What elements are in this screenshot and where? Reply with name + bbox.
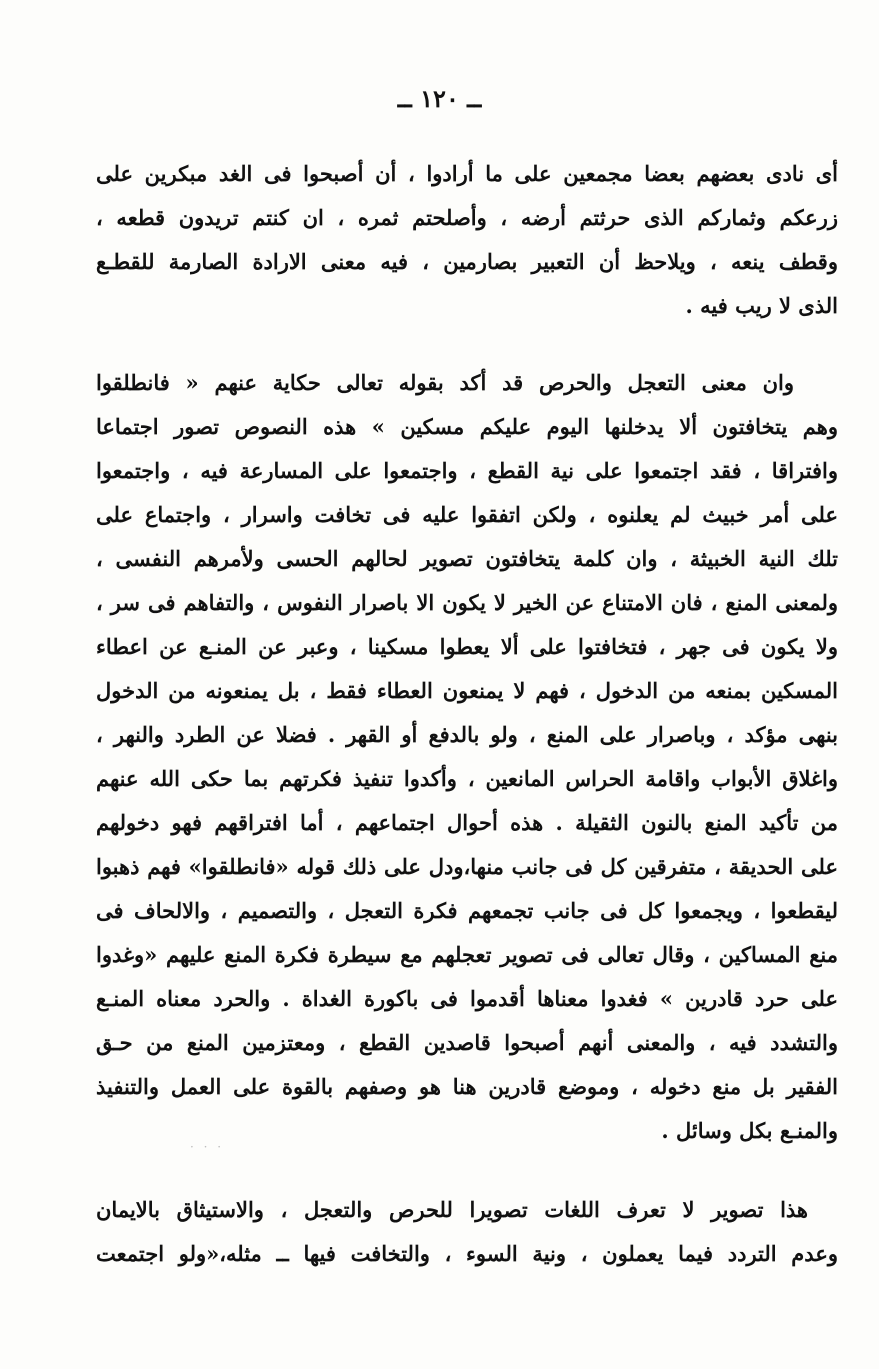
text-line: وقطف ينعه ، ويلاحظ أن التعبير بصارمين ، فيه معنى الارادة الصارمة للقطـع (96, 249, 838, 274)
text-line: وافتراقا ، فقد اجتمعوا على نية القطع ، واجتمعوا على المسارعة فيه ، واجتمعوا (96, 458, 838, 483)
paragraph-2 (96, 361, 838, 1153)
text-line: من تأكيد المنع بالنون الثقيلة . هذه أحوال اجتماعهم ، أما افتراقهم فهو دخولهم (96, 810, 838, 835)
text-line: على أمر خبيث لم يعلنوه ، ولكن اتفقوا عليه فى تخافت واسرار ، واجتماع على (96, 502, 838, 527)
scan-speck: · · · (190, 1140, 225, 1154)
text-line: تلك النية الخبيثة ، وان كلمة يتخافتون تصوير لحالهم الحسى ولأمرهم النفسى ، (96, 546, 838, 571)
text-line: ولا يكون فى جهر ، فتخافتوا على ألا يعطوا مسكينا ، وعبر عن المنـع عن اعطاء (96, 634, 838, 659)
text-line: هذا تصوير لا تعرف اللغات تصويرا للحرص والتعجل ، والاستيثاق بالايمان (96, 1197, 808, 1222)
paragraph-1 (96, 152, 838, 328)
text-line: بنهى مؤكد ، وباصرار على المنع ، ولو بالدفع أو القهر . فضلا عن الطرد والنهر ، (96, 722, 838, 747)
text-line: على حرد قادرين » فغدوا معناها أقدموا فى باكورة الغداة . والحرد معناه المنـع (96, 986, 838, 1011)
paragraph-3 (96, 1188, 838, 1276)
text-line: زرعكم وثماركم الذى حرثتم أرضه ، وأصلحتم ثمره ، ان كنتم تريدون قطعه ، (96, 205, 838, 230)
text-line: المسكين بمنعه من الدخول ، فهم لا يمنعون العطاء فقط ، بل يمنعونه من الدخول (96, 678, 838, 703)
text-line: الذى لا ريب فيه . (685, 293, 838, 318)
text-line: وان معنى التعجل والحرص قد أكد بقوله تعالى حكاية عنهم « فانطلقوا (96, 370, 794, 395)
text-line: على الحديقة ، متفرقين كل فى جانب منها،ودل على ذلك قوله «فانطلقوا» فهم ذهبوا (96, 854, 838, 879)
text-line: والتشدد فيه ، والمعنى أنهم أصبحوا قاصدين القطع ، ومعتزمين المنع من حـق (96, 1030, 838, 1055)
text-line: أى نادى بعضهم بعضا مجمعين على ما أرادوا ، أن أصبحوا فى الغد مبكرين على (96, 161, 838, 186)
text-line: والمنـع بكل وسائل . (661, 1118, 838, 1143)
text-line: ليقطعوا ، ويجمعوا كل فى جانب تجمعهم فكرة التعجل ، والتصميم ، والالحاف فى (96, 898, 838, 923)
text-line: ولمعنى المنع ، فان الامتناع عن الخير لا يكون الا باصرار النفوس ، والتفاهم فى سر ، (96, 590, 838, 615)
text-line: وعدم التردد فيما يعملون ، ونية السوء ، والتخافت فيها ــ مثله،«ولو اجتمعت (96, 1241, 838, 1266)
text-line: واغلاق الأبواب واقامة الحراس المانعين ، وأكدوا تنفيذ فكرتهم بما حكى الله عنهم (96, 766, 838, 791)
text-line: منع المساكين ، وقال تعالى فى تصوير تعجلهم مع سيطرة فكرة المنع عليهم «وغدوا (96, 942, 838, 967)
text-line: وهم يتخافتون ألا يدخلنها اليوم عليكم مسكين » هذه النصوص تصور اجتماعا (96, 414, 838, 439)
page-number: ــ ١٢٠ ــ (397, 84, 482, 113)
text-line: الفقير بل منع دخوله ، وموضع قادرين هنا هو وصفهم بالقوة على العمل والتنفيذ (96, 1074, 838, 1099)
